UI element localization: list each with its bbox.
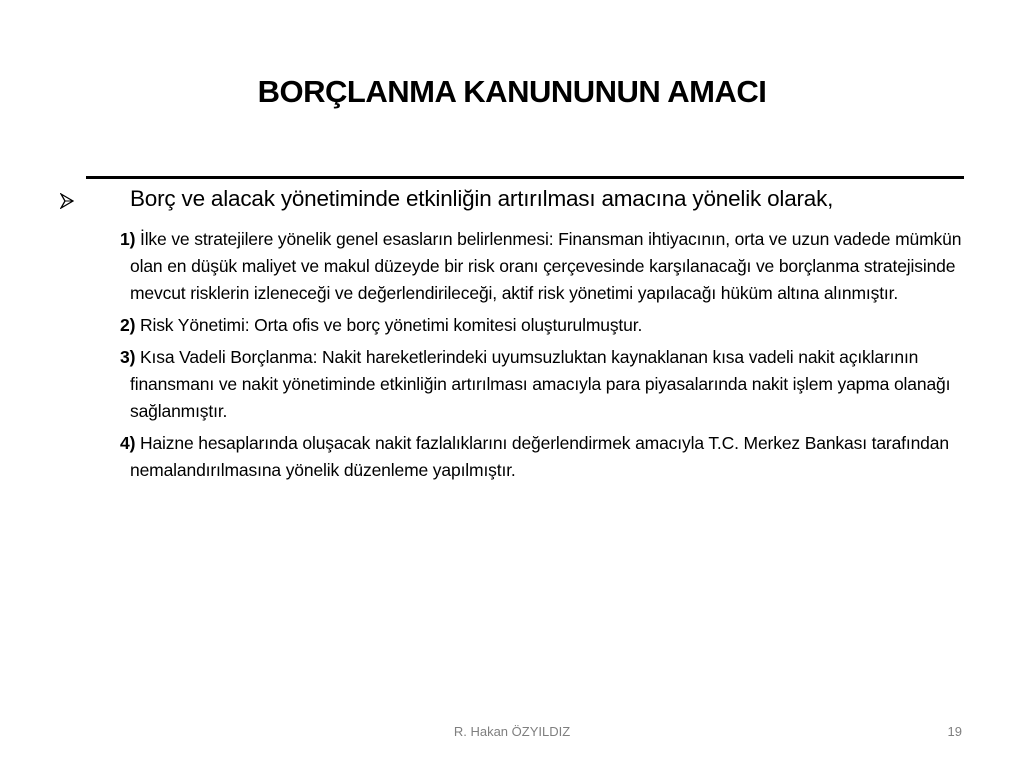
item-text: Risk Yönetimi: Orta ofis ve borç yönetimi komitesi oluşturulmuştur. (139, 315, 643, 335)
numbered-list (120, 226, 980, 489)
main-bullet (60, 186, 980, 220)
item-text: İlke ve stratejilere yönelik genel esasların belirlenmesi: Finansman ihtiyacının, orta ve uzun vadede mümkün olan en düşük maliyet ve makul düzeyde bir risk oranı çerçevesinde karşılanacağı ve borçlanma stratejisinde mevcut risklerin izleneceği ve değerlendirileceği, aktif risk yönetimi yapılacağı hüküm altına alınmıştır. (130, 229, 962, 303)
item-number: 2) (120, 315, 140, 335)
item-number: 3) (120, 347, 140, 367)
list-item (120, 226, 980, 307)
list-item (120, 344, 980, 425)
arrowhead-bullet-icon (60, 193, 74, 209)
title-divider (86, 176, 964, 179)
item-text: Haizne hesaplarında oluşacak nakit fazlalıklarını değerlendirmek amacıyla T.C. Merkez Bankası tarafından nemalandırılmasına yönelik düzenleme yapılmıştır. (130, 433, 949, 480)
item-number: 1) (120, 229, 140, 249)
list-item (120, 430, 980, 484)
page-number: 19 (947, 724, 962, 739)
main-bullet-text: Borç ve alacak yönetiminde etkinliğin artırılması amacına yönelik olarak, (130, 186, 834, 211)
item-number: 4) (120, 433, 140, 453)
list-item (120, 312, 980, 339)
slide-title: BORÇLANMA KANUNUNUN AMACI (257, 74, 767, 109)
footer-author: R. Hakan ÖZYILDIZ (453, 724, 571, 739)
item-text: Kısa Vadeli Borçlanma: Nakit hareketlerindeki uyumsuzluktan kaynaklanan kısa vadeli nakit açıklarının finansmanı ve nakit yönetiminde etkinliğin artırılması amacıyla para piyasalarında nakit işlem yapma olanağı sağlanmıştır. (130, 347, 951, 421)
